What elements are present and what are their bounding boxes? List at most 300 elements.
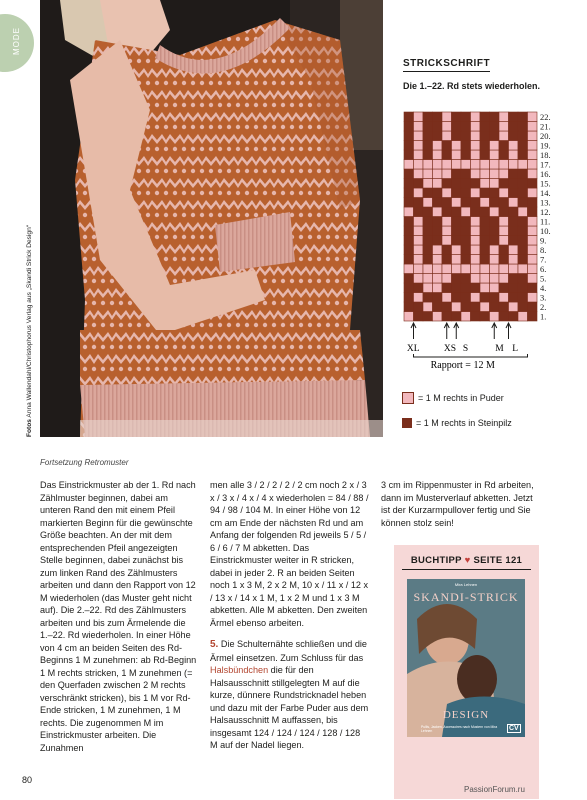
chart-cell <box>480 112 490 122</box>
photo-caption: Fortsetzung Retromuster <box>40 458 129 467</box>
chart-cell <box>480 217 490 227</box>
chart-cell <box>471 274 481 284</box>
chart-cell <box>509 226 519 236</box>
row-label: 16. <box>540 169 551 179</box>
chart-cell <box>499 264 509 274</box>
chart-cell <box>499 122 509 132</box>
publisher-logo: CV <box>509 725 519 732</box>
chart-cell <box>471 160 481 170</box>
chart-cell <box>433 179 443 189</box>
chart-cell <box>423 112 433 122</box>
chart-cell <box>471 245 481 255</box>
size-arrow <box>506 323 511 339</box>
chart-cell <box>452 169 462 179</box>
chart-cell <box>423 302 433 312</box>
chart-cell <box>509 141 519 151</box>
chart-cell <box>471 283 481 293</box>
chart-cell <box>452 122 462 132</box>
chart-cell <box>518 217 528 227</box>
chart-cell <box>471 141 481 151</box>
chart-cell <box>480 274 490 284</box>
chart-cell <box>414 264 424 274</box>
chart-cell <box>433 245 443 255</box>
chart-cell <box>528 302 538 312</box>
chart-cell <box>471 169 481 179</box>
chart-cell <box>518 169 528 179</box>
chart-cell <box>528 255 538 265</box>
rapport-bracket <box>414 354 528 357</box>
chart-cell <box>442 150 452 160</box>
section-tab-label: MODE <box>12 27 21 55</box>
sweater-photo <box>40 0 383 437</box>
chart-cell <box>452 179 462 189</box>
row-label: 17. <box>540 159 551 170</box>
chart-cell <box>404 245 414 255</box>
chart-cell <box>499 169 509 179</box>
chart-cell <box>423 245 433 255</box>
chart-cell <box>414 226 424 236</box>
legend-item-puder <box>402 392 504 404</box>
chart-cell <box>433 122 443 132</box>
chart-cell <box>423 226 433 236</box>
chart-cell <box>528 188 538 198</box>
chart-cell <box>433 188 443 198</box>
chart-cell <box>480 245 490 255</box>
chart-cell <box>499 283 509 293</box>
size-arrow <box>444 323 449 339</box>
chart-cell <box>528 112 538 122</box>
chart-cell <box>509 255 519 265</box>
chart-cell <box>404 236 414 246</box>
chart-cell <box>528 236 538 246</box>
chart-cell <box>490 160 500 170</box>
chart-cell <box>452 207 462 217</box>
chart-cell <box>480 169 490 179</box>
chart-cell <box>499 293 509 303</box>
chart-cell <box>414 131 424 141</box>
chart-cell <box>490 245 500 255</box>
chart-cell <box>509 274 519 284</box>
chart-cell <box>423 274 433 284</box>
chart-cell <box>499 255 509 265</box>
row-label: 12. <box>540 207 551 217</box>
chart-cell <box>499 245 509 255</box>
chart-cell <box>461 188 471 198</box>
chart-cell <box>433 293 443 303</box>
knitting-chart-grid <box>396 104 571 374</box>
chart-cell <box>452 141 462 151</box>
chart-cell <box>452 217 462 227</box>
chart-cell <box>528 150 538 160</box>
chart-cell <box>442 302 452 312</box>
size-arrow <box>454 323 459 339</box>
chart-cell <box>461 245 471 255</box>
chart-cell <box>461 312 471 322</box>
chart-cell <box>528 179 538 189</box>
row-label: 22. <box>540 112 551 122</box>
paragraph: men alle 3 / 2 / 2 / 2 / 2 cm noch 2 x / 3 x / 3 x / 4 x / 4 x wiederholen = 84 / 88 / 94 / 98 / 104 M. In einer Höhe von 12 cm am Ende der nächsten Rd und am Anfang der folgenden Rd jeweils 5 / 5 / 6 / 6 / 7 M abketten. Das Einstrickmuster weiter in R stricken, dabei in jeder 2. R an beiden Seiten noch 1 x 3 M, 2 x 2 M, 10 x / 11 x / 12 x / 13 x / 14 x 1 M, 1 x 2 M und 1 x 3 M abketten. Alle M abketten. Den zweiten Ärmel ebenso arbeiten. <box>210 480 369 628</box>
size-marker: XL <box>406 344 420 354</box>
chart-cell <box>404 312 414 322</box>
chart-cell <box>509 264 519 274</box>
chart-cell <box>452 150 462 160</box>
chart-cell <box>433 264 443 274</box>
cover-author: Mira Lehnen <box>454 582 478 587</box>
chart-cell <box>404 207 414 217</box>
paragraph: Das Einstrickmuster ab der 1. Rd nach Zählmuster beginnen, dabei am unteren Rand den mit einem Pfeil markierten Beginn für die gewünschte Größe beachten. An der mit dem entsprechenden Pfeil angezeigten Stelle beginnen, dabei zunächst bis zum linken Rand des Zählmusters arbeiten und dann den Rapport von 12 M wiederholen (das Muster geht nicht auf). Die 2.–22. Rd des Zählmusters arbeiten und bis zum Ärmelende die 1.–22. Rd wiederholen. In einer Höhe von 4 cm an beiden Seiten des Rd-Beginns 1 M zunehmen: ab Rd-Beginn 1 M rechts stricken, 1 M zunehmen (= den Querfaden zwischen 2 M rechts verschränkt stricken), bis 1 M vor Rd-Ende stricken, 1 M zunehmen, 1 M rechts. Die zugenommen M im Einstrickmuster arbeiten. Die Zunahmen <box>40 480 197 753</box>
chart-cell <box>452 255 462 265</box>
chart-cell <box>471 217 481 227</box>
chart-cell <box>433 207 443 217</box>
chart-cell <box>423 283 433 293</box>
row-label: 1. <box>540 311 547 322</box>
chart-cell <box>461 274 471 284</box>
chart-cell <box>404 141 414 151</box>
chart-cell <box>404 217 414 227</box>
row-label: 15. <box>540 178 551 189</box>
chart-cell <box>528 160 538 170</box>
row-label: 4. <box>540 283 547 293</box>
row-label: 10. <box>540 226 551 236</box>
chart-cell <box>490 274 500 284</box>
chart-cell <box>499 274 509 284</box>
chart-cell <box>518 207 528 217</box>
chart-cell <box>490 264 500 274</box>
chart-cell <box>404 150 414 160</box>
chart-cell <box>461 169 471 179</box>
chart-cell <box>404 131 414 141</box>
text-column-3 <box>381 479 541 529</box>
chart-cell <box>433 131 443 141</box>
chart-cell <box>433 198 443 208</box>
chart-cell <box>499 179 509 189</box>
chart-cell <box>442 160 452 170</box>
chart-cell <box>423 150 433 160</box>
chart-cell <box>490 293 500 303</box>
chart-cell <box>518 198 528 208</box>
chart-cell <box>471 226 481 236</box>
chart-cell <box>471 207 481 217</box>
chart-cell <box>461 141 471 151</box>
chart-cell <box>471 122 481 132</box>
chart-cell <box>414 302 424 312</box>
cover-subtitle: Pullis, Jacken, Accessoires nach Mustern von Mira Lehnen <box>421 725 498 734</box>
chart-cell <box>480 207 490 217</box>
chart-cell <box>490 236 500 246</box>
row-label: 11. <box>540 216 551 227</box>
chart-cell <box>499 131 509 141</box>
chart-cell <box>490 150 500 160</box>
chart-cell <box>404 188 414 198</box>
size-marker: S <box>462 344 469 354</box>
size-arrow <box>411 323 416 339</box>
chart-cell <box>528 207 538 217</box>
chart-cell <box>433 255 443 265</box>
chart-cell <box>518 141 528 151</box>
legend-swatch-steinpilz <box>402 418 412 428</box>
book-tip-heading: BUCHTIPP ♥ SEITE 121 <box>394 555 539 566</box>
book-tip-box <box>394 545 539 799</box>
chart-cell <box>452 245 462 255</box>
chart-cell <box>518 255 528 265</box>
chart-cell <box>509 207 519 217</box>
chart-cell <box>452 160 462 170</box>
chart-cell <box>499 198 509 208</box>
chart-cell <box>404 198 414 208</box>
chart-cell <box>433 302 443 312</box>
legend-item-steinpilz <box>402 418 512 428</box>
chart-cell <box>452 264 462 274</box>
chart-cell <box>509 169 519 179</box>
chart-cell <box>518 150 528 160</box>
chart-cell <box>509 198 519 208</box>
chart-cell <box>490 302 500 312</box>
chart-cell <box>433 169 443 179</box>
chart-cell <box>442 122 452 132</box>
chart-cell <box>518 302 528 312</box>
chart-cell <box>452 112 462 122</box>
chart-cell <box>442 274 452 284</box>
chart-cell <box>423 255 433 265</box>
chart-cell <box>404 293 414 303</box>
chart-cell <box>414 236 424 246</box>
chart-cell <box>404 169 414 179</box>
chart-cell <box>509 150 519 160</box>
chart-cell <box>528 198 538 208</box>
size-arrow <box>492 323 497 339</box>
chart-cell <box>442 131 452 141</box>
row-label: 20. <box>540 131 551 141</box>
chart-cell <box>518 245 528 255</box>
photo-credit: Fotos Anna Wallendahl/Christophorus Verlag aus „Skandi Strick Design“ <box>26 225 33 437</box>
chart-cell <box>461 255 471 265</box>
highlight-term: Halsbündchen <box>210 665 269 675</box>
chart-cell <box>509 245 519 255</box>
chart-cell <box>480 236 490 246</box>
chart-cell <box>480 122 490 132</box>
chart-cell <box>461 293 471 303</box>
chart-cell <box>528 141 538 151</box>
chart-cell <box>414 160 424 170</box>
chart-cell <box>490 188 500 198</box>
chart-cell <box>518 312 528 322</box>
chart-cell <box>442 236 452 246</box>
row-label: 3. <box>540 292 547 303</box>
chart-cell <box>480 131 490 141</box>
chart-cell <box>490 169 500 179</box>
chart-cell <box>423 122 433 132</box>
chart-cell <box>509 112 519 122</box>
chart-title: STRICKSCHRIFT <box>403 58 490 72</box>
chart-cell <box>414 283 424 293</box>
chart-cell <box>480 179 490 189</box>
chart-cell <box>528 169 538 179</box>
chart-cell <box>442 312 452 322</box>
chart-cell <box>528 217 538 227</box>
chart-cell <box>509 302 519 312</box>
chart-cell <box>490 122 500 132</box>
chart-cell <box>414 169 424 179</box>
text-column-1 <box>40 479 198 754</box>
chart-cell <box>442 283 452 293</box>
size-marker: L <box>512 344 519 354</box>
legend-swatch-puder <box>402 392 414 404</box>
chart-cell <box>509 293 519 303</box>
chart-cell <box>452 131 462 141</box>
chart-cell <box>490 131 500 141</box>
chart-cell <box>433 283 443 293</box>
chart-cell <box>414 188 424 198</box>
chart-cell <box>518 112 528 122</box>
chart-cell <box>461 236 471 246</box>
row-label: 2. <box>540 302 547 312</box>
chart-cell <box>528 293 538 303</box>
chart-cell <box>471 293 481 303</box>
chart-cell <box>423 312 433 322</box>
chart-cell <box>423 188 433 198</box>
chart-cell <box>509 283 519 293</box>
chart-cell <box>442 226 452 236</box>
chart-cell <box>442 179 452 189</box>
chart-cell <box>528 264 538 274</box>
chart-cell <box>414 274 424 284</box>
chart-cell <box>452 226 462 236</box>
chart-cell <box>452 283 462 293</box>
chart-cell <box>414 150 424 160</box>
chart-cell <box>404 274 414 284</box>
chart-cell <box>404 112 414 122</box>
chart-cell <box>423 293 433 303</box>
chart-cell <box>509 236 519 246</box>
chart-cell <box>499 207 509 217</box>
chart-cell <box>518 274 528 284</box>
row-label: 18. <box>540 150 551 160</box>
chart-cell <box>442 245 452 255</box>
page-number: 80 <box>22 775 33 785</box>
row-label: 8. <box>540 245 547 255</box>
legend-label-steinpilz: = 1 M rechts in Steinpilz <box>416 418 512 428</box>
chart-cell <box>461 179 471 189</box>
chart-cell <box>509 312 519 322</box>
sweater-illustration <box>40 0 383 437</box>
chart-cell <box>518 131 528 141</box>
chart-cell <box>442 255 452 265</box>
chart-cell <box>461 283 471 293</box>
chart-cell <box>404 255 414 265</box>
chart-cell <box>423 217 433 227</box>
chart-cell <box>414 141 424 151</box>
chart-cell <box>499 112 509 122</box>
chart-cell <box>490 207 500 217</box>
chart-cell <box>442 207 452 217</box>
chart-cell <box>480 312 490 322</box>
chart-cell <box>480 255 490 265</box>
chart-cell <box>433 160 443 170</box>
chart-cell <box>414 293 424 303</box>
chart-cell <box>480 293 490 303</box>
chart-cell <box>490 312 500 322</box>
chart-cell <box>490 217 500 227</box>
chart-cell <box>490 141 500 151</box>
chart-cell <box>509 122 519 132</box>
chart-cell <box>490 112 500 122</box>
chart-cell <box>461 264 471 274</box>
chart-cell <box>471 188 481 198</box>
chart-cell <box>528 226 538 236</box>
size-marker: M <box>495 344 504 354</box>
chart-cell <box>499 150 509 160</box>
chart-cell <box>471 131 481 141</box>
knitting-chart <box>396 104 571 374</box>
chart-cell <box>461 226 471 236</box>
legend-label-puder: = 1 M rechts in Puder <box>418 393 504 403</box>
chart-cell <box>480 264 490 274</box>
row-label: 9. <box>540 235 547 246</box>
chart-cell <box>480 188 490 198</box>
chart-cell <box>518 160 528 170</box>
chart-cell <box>461 198 471 208</box>
chart-cell <box>471 302 481 312</box>
row-label: 5. <box>540 273 547 284</box>
chart-cell <box>414 255 424 265</box>
chart-cell <box>404 283 414 293</box>
chart-cell <box>442 217 452 227</box>
chart-cell <box>471 312 481 322</box>
chart-cell <box>414 245 424 255</box>
chart-cell <box>442 293 452 303</box>
chart-cell <box>461 150 471 160</box>
chart-cell <box>433 141 443 151</box>
chart-cell <box>423 131 433 141</box>
chart-cell <box>509 179 519 189</box>
chart-cell <box>471 236 481 246</box>
chart-cell <box>509 217 519 227</box>
chart-cell <box>509 160 519 170</box>
chart-cell <box>404 302 414 312</box>
chart-cell <box>518 236 528 246</box>
chart-cell <box>499 141 509 151</box>
chart-cell <box>433 236 443 246</box>
chart-cell <box>461 302 471 312</box>
chart-cell <box>528 312 538 322</box>
chart-cell <box>480 302 490 312</box>
chart-cell <box>471 255 481 265</box>
chart-cell <box>442 169 452 179</box>
step-number: 5. <box>210 639 219 650</box>
chart-cell <box>490 198 500 208</box>
chart-cell <box>518 122 528 132</box>
chart-cell <box>423 198 433 208</box>
chart-cell <box>471 150 481 160</box>
chart-cell <box>528 245 538 255</box>
row-label: 21. <box>540 121 551 132</box>
chart-subtitle: Die 1.–22. Rd stets wiederholen. <box>403 81 541 91</box>
chart-cell <box>414 312 424 322</box>
chart-cell <box>461 217 471 227</box>
chart-cell <box>452 188 462 198</box>
chart-cell <box>480 160 490 170</box>
chart-cell <box>499 312 509 322</box>
chart-cell <box>414 112 424 122</box>
chart-cell <box>518 179 528 189</box>
cover-design: DESIGN <box>442 709 490 721</box>
chart-cell <box>490 255 500 265</box>
book-cover[interactable] <box>407 579 525 737</box>
chart-cell <box>490 179 500 189</box>
chart-cell <box>423 179 433 189</box>
chart-cell <box>404 160 414 170</box>
chart-cell <box>499 217 509 227</box>
